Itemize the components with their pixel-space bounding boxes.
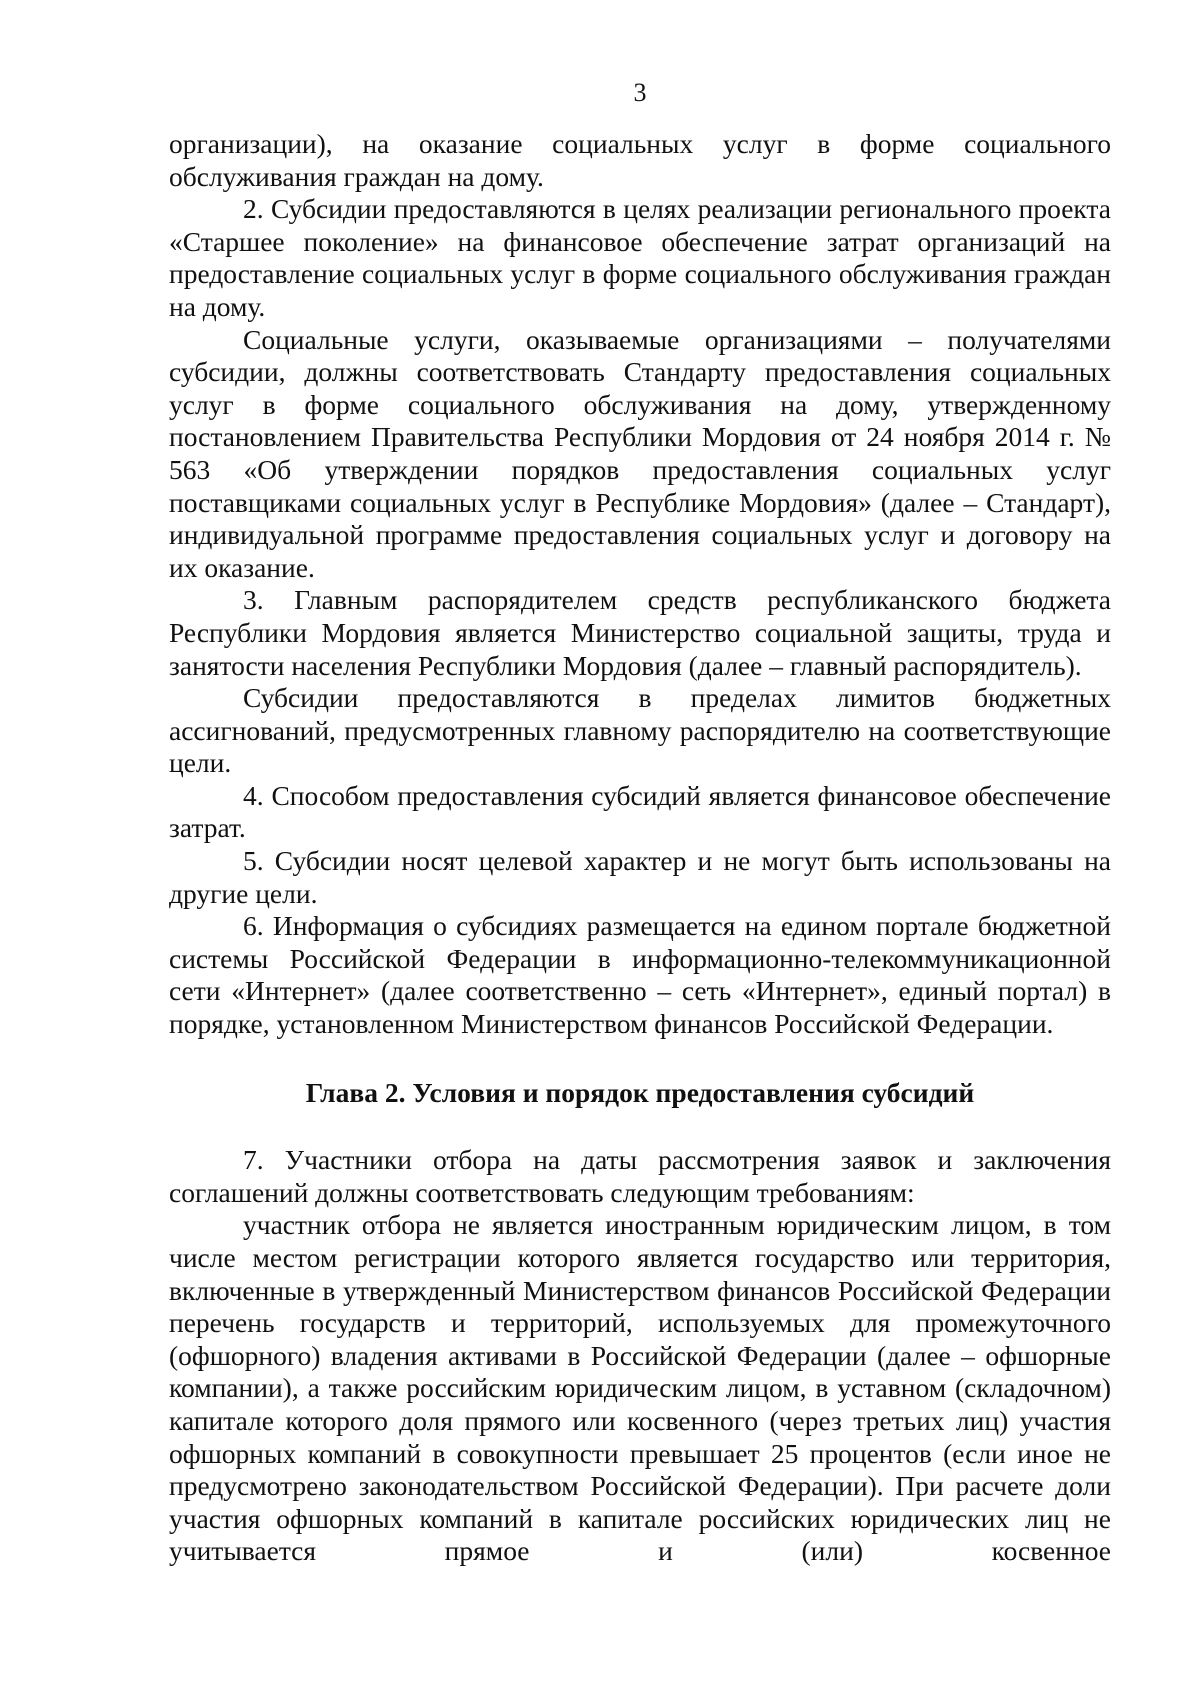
paragraph-item-6: 6. Информация о субсидиях размещается на едином портале бюджетной системы Российской Федерации в информационно-телекоммуникационной сети «Интернет» (далее соответственно – сеть «Интернет», единый портал) в порядке, установленном Министерством финансов Российской Федерации. [169, 910, 1111, 1040]
paragraph-item-7: 7. Участники отбора на даты рассмотрения заявок и заключения соглашений должны соответствовать следующим требованиям: [169, 1144, 1111, 1208]
paragraph-item-2: 2. Субсидии предоставляются в целях реализации регионального проекта «Старшее поколение» на финансовое обеспечение затрат организаций на предоставление социальных услуг в форме социального обслуживания граждан на дому. [169, 193, 1111, 322]
paragraph-item-4: 4. Способом предоставления субсидий является финансовое обеспечение затрат. [169, 779, 1111, 844]
chapter-heading: Глава 2. Условия и порядок предоставления субсидий [305, 1076, 975, 1108]
paragraph-item-5: 5. Субсидии носят целевой характер и не могут быть использованы на другие цели. [169, 845, 1111, 909]
paragraph-offshore-requirement: участник отбора не является иностранным юридическим лицом, в том числе местом регистрации которого является государство или территория, включенные в утвержденный Министерством финансов Российской Федерации перечень государств и территорий, используемых для промежуточного (офшорного) владения активами в Российской Федерации (далее – офшорные компании), а также российским юридическим лицом, в уставном (складочном) капитале которого доля прямого или косвенного (через третьих лиц) участия офшорных компаний в совокупности превышает 25 процентов (если иное не предусмотрено законодательством Российской Федерации). При расчете доли участия офшорных компаний в капитале российских юридических лиц не учитывается прямое и (или) косвенное [169, 1209, 1111, 1567]
page-number: 3 [633, 78, 647, 107]
document-body [169, 128, 1111, 1568]
paragraph-item-3: 3. Главным распорядителем средств республиканского бюджета Республики Мордовия является Министерство социальной защиты, труда и занятости населения Республики Мордовия (далее – главный распорядитель). [169, 584, 1111, 681]
paragraph-budget-limits: Субсидии предоставляются в пределах лимитов бюджетных ассигнований, предусмотренных главному распорядителю на соответствующие цели. [169, 682, 1111, 779]
paragraph-social-services-standard: Социальные услуги, оказываемые организациями – получателями субсидии, должны соответствовать Стандарту предоставления социальных услуг в форме социального обслуживания на дому, утвержденному постановлением Правительства Республики Мордовия от 24 ноября 2014 г. № 563 «Об утверждении порядков предоставления социальных услуг поставщиками социальных услуг в Республике Мордовия» (далее – Стандарт), индивидуальной программе предоставления социальных услуг и договору на их оказание. [169, 323, 1111, 583]
paragraph-continuation: организации), на оказание социальных услуг в форме социального обслуживания граждан на дому. [169, 128, 1111, 192]
